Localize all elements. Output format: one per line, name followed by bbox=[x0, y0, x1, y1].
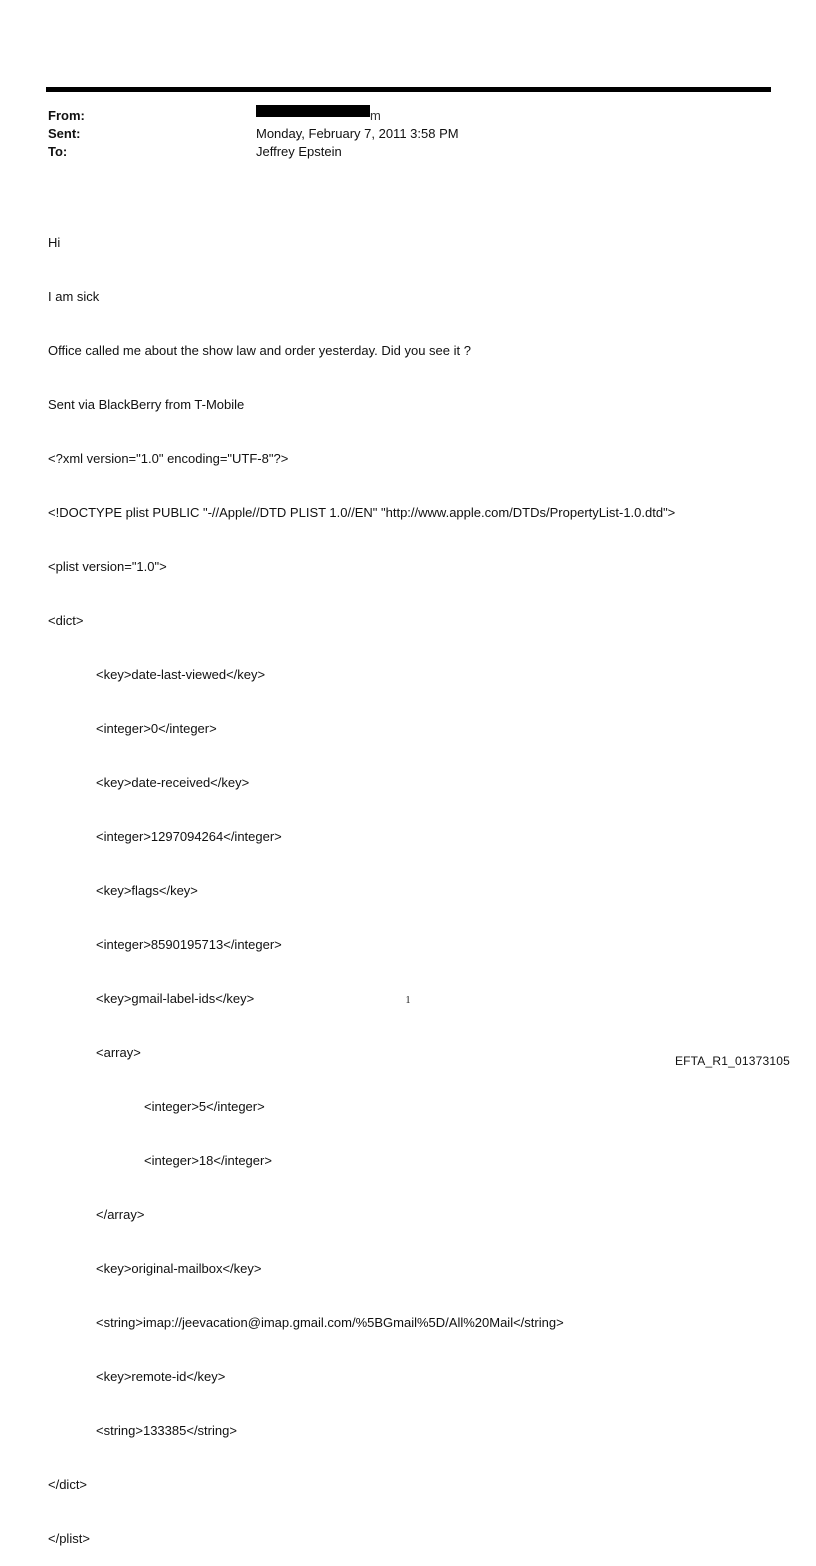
document-id: EFTA_R1_01373105 bbox=[674, 1054, 790, 1068]
from-label: From: bbox=[48, 108, 85, 123]
to-value: Jeffrey Epstein bbox=[256, 144, 342, 159]
plist-key-line: <key>remote-id</key> bbox=[96, 1369, 226, 1384]
body-line: Office called me about the show law and order yesterday. Did you see it ? bbox=[48, 343, 471, 358]
array-open-line: <array> bbox=[96, 1045, 141, 1060]
array-item-line: <integer>18</integer> bbox=[144, 1153, 272, 1168]
dict-close-line: </dict> bbox=[48, 1477, 88, 1492]
doctype-line: <!DOCTYPE plist PUBLIC "-//Apple//DTD PLIST 1.0//EN" "http://www.apple.com/DTDs/PropertyList-1.0.dtd"> bbox=[48, 505, 676, 520]
plist-key-line: <key>original-mailbox</key> bbox=[96, 1261, 262, 1276]
page-number: 1 bbox=[405, 995, 411, 1006]
plist-value-line: <integer>8590195713</integer> bbox=[96, 937, 282, 952]
from-value bbox=[256, 107, 381, 125]
redacted-sender-address bbox=[256, 107, 381, 125]
body-line: Hi bbox=[48, 235, 61, 250]
array-close-line: </array> bbox=[96, 1207, 145, 1222]
plist-open-line: <plist version="1.0"> bbox=[48, 559, 167, 574]
plist-value-line: <integer>0</integer> bbox=[96, 721, 217, 736]
sent-label: Sent: bbox=[48, 126, 81, 141]
xml-declaration-line: <?xml version="1.0" encoding="UTF-8"?> bbox=[48, 451, 289, 466]
header-divider-rule bbox=[46, 87, 771, 92]
plist-key-line: <key>flags</key> bbox=[96, 883, 198, 898]
plist-key-line: <key>date-received</key> bbox=[96, 775, 250, 790]
plist-value-line: <integer>1297094264</integer> bbox=[96, 829, 282, 844]
email-body bbox=[48, 198, 675, 1566]
to-label: To: bbox=[48, 144, 68, 159]
redaction-bar bbox=[256, 105, 370, 117]
plist-key-line: <key>gmail-label-ids</key> bbox=[96, 991, 255, 1006]
plist-close-line: </plist> bbox=[48, 1531, 90, 1546]
from-value-visible-fragment: m bbox=[370, 108, 382, 123]
plist-value-line: <string>133385</string> bbox=[96, 1423, 237, 1438]
array-item-line: <integer>5</integer> bbox=[144, 1099, 265, 1114]
dict-open-line: <dict> bbox=[48, 613, 84, 628]
body-line: Sent via BlackBerry from T-Mobile bbox=[48, 397, 245, 412]
plist-value-line: <string>imap://jeevacation@imap.gmail.com/%5BGmail%5D/All%20Mail</string> bbox=[96, 1315, 564, 1330]
plist-key-line: <key>date-last-viewed</key> bbox=[96, 667, 266, 682]
sent-value: Monday, February 7, 2011 3:58 PM bbox=[256, 126, 459, 141]
body-line: I am sick bbox=[48, 289, 100, 304]
